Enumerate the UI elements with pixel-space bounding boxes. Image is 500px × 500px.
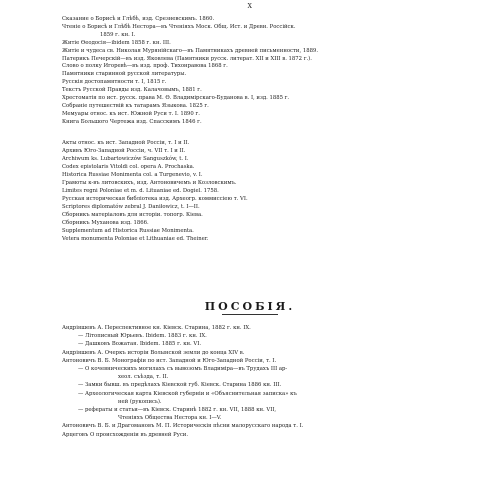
collections-line: Русская историческая библіотека изд. Археогр. коммиссіею т. VI. <box>62 196 248 202</box>
collections-line: Limites regni Poloniae et m. d. Lituaniae ed. Dogiel. 1758. <box>62 188 219 194</box>
sources-line: Житіе и чудеса св. Николая Мурянійскаго—въ Памятникахъ древней письменности, 1889. <box>62 47 318 54</box>
sources-line: Русскія достопамятности т. I, 1815 г. <box>62 79 167 86</box>
aids-line: — Літописный Юрьевъ. Ibidem. 1883 г. кн. IX. <box>78 333 207 340</box>
sources-line: 1859 г. кн. I. <box>100 31 136 38</box>
sources-line: Слово о полку Игоревѣ—въ изд. проф. Тихонравова 1868 г. <box>62 63 228 70</box>
heading-rule <box>222 314 278 315</box>
aids-line: Андріяшевъ А. Очеркъ исторіи Волынской земли до конца XIV в. <box>62 349 245 356</box>
collections-line: Сборникъ Муханова изд. 1866. <box>62 220 149 226</box>
sources-line: Хрестоматія по ист. русск. права М. Ѳ. Владимірскаго-Буданова в. I, изд. 1885 г. <box>62 95 290 101</box>
aids-line: хеол. съѣзда, т. II. <box>118 374 169 381</box>
collections-line: Vetera monumenta Poloniae et Lithuaniae ed. Theiner. <box>62 236 209 242</box>
collections-line: Historica Russiae Monimenta col. a Turgenevio, v. I. <box>62 172 203 178</box>
aids-line: Арцеговъ О происхожденіи въ древней Руси. <box>62 431 189 438</box>
sources-line: Патерикъ Печерскій—въ изд. Яковлева (Памятники русск. литерат. XII и XIII в. 1872 г.). <box>62 55 312 62</box>
collections-line: Codex epistolaris Vitoldi col. opera A. Prochaska. <box>62 164 195 170</box>
aids-line: — Замки бывш. въ предѣлахъ Кіевской губ. Кіевск. Старина 1886 кн. III. <box>78 382 282 389</box>
aids-line: Чтеніяхъ Общества Нестора кн. I—V. <box>118 415 222 422</box>
aids-line: Андріяшевъ А. Переспективное кн. Кіевск. Старина, 1882 г. кн. IX. <box>62 325 251 331</box>
aids-line: — О кочевническихъ могилахъ съ вывозомъ Владиміра—въ Трудахъ III ар- <box>78 366 288 372</box>
collections-line: Scriptores diplomatów zebral J. Daniłowicz, t. I—II. <box>62 204 200 210</box>
collections-line: Акты относ. къ ист. Западной Россіи, т. I и II. <box>62 140 190 146</box>
sources-line: Книга Большого Чертежа изд. Спасскимъ 1846 г. <box>62 118 202 125</box>
page-number: X <box>247 3 253 10</box>
collections-line: Грамоты к-въ литовскихъ, изд. Антоновичемъ и Козловскимъ. <box>62 180 237 186</box>
aids-line: Антоновичъ В. Б. и Драгомановъ М. П. Историческія пѣсни малорусскаго народа т. I. <box>62 423 304 430</box>
sources-line: Памятники старинной русской литературы. <box>62 71 187 78</box>
sources-line: Сказание о Борисѣ и Глѣбѣ, изд. Срезневскимъ. 1860. <box>62 16 215 22</box>
sources-line: Чтеніе о Борисѣ и Глѣбѣ Нестора—въ Чтеніяхъ Моск. Общ. Ист. и Древн. Россійск. <box>62 23 296 30</box>
collections-line: Archiwum ks. Lubartowiczów Sanguszków, t. I. <box>62 156 189 162</box>
collections-line: Архивъ Юго-Западной Россіи, ч. VII т. I и II. <box>62 148 186 154</box>
sources-line: Мемуары относ. къ ист. Южной Руси т. I. 1890 г. <box>62 110 200 117</box>
aids-line: — Археологическая карта Кіевской губерніи и «Объяснительная записка» къ <box>78 390 297 397</box>
aids-line: ней (рукопись). <box>118 398 162 405</box>
aids-line: Антоновичъ В. Б. Монографіи по ист. Западной и Юго-Западной Россіи, т. I. <box>62 357 277 364</box>
sources-line: Текстъ Русской Правды изд. Калачовымъ, 1881 г. <box>62 87 202 94</box>
sources-line: Собраніе путешествій къ татарамъ Языкова. 1825 г. <box>62 102 209 109</box>
section-heading: ПОСОБІЯ. <box>204 300 296 313</box>
aids-line: — Дашковъ Вожатая. Ibidem. 1885 г. кн. VI. <box>78 341 202 348</box>
collections-line: Сборникъ матеріаловъ для исторіи. топогр. Кіева. <box>62 212 203 218</box>
collections-line: Supplementum ad Historica Russiae Monimenta. <box>62 228 194 234</box>
aids-line: — рефераты и статьи—въ Кіевск. Старинѣ 1882 г. кн. VII, 1888 кн. VII, <box>78 407 277 413</box>
sources-line: Житіе Ѳеодосія—ibidem 1858 г. кн. III. <box>62 39 171 46</box>
